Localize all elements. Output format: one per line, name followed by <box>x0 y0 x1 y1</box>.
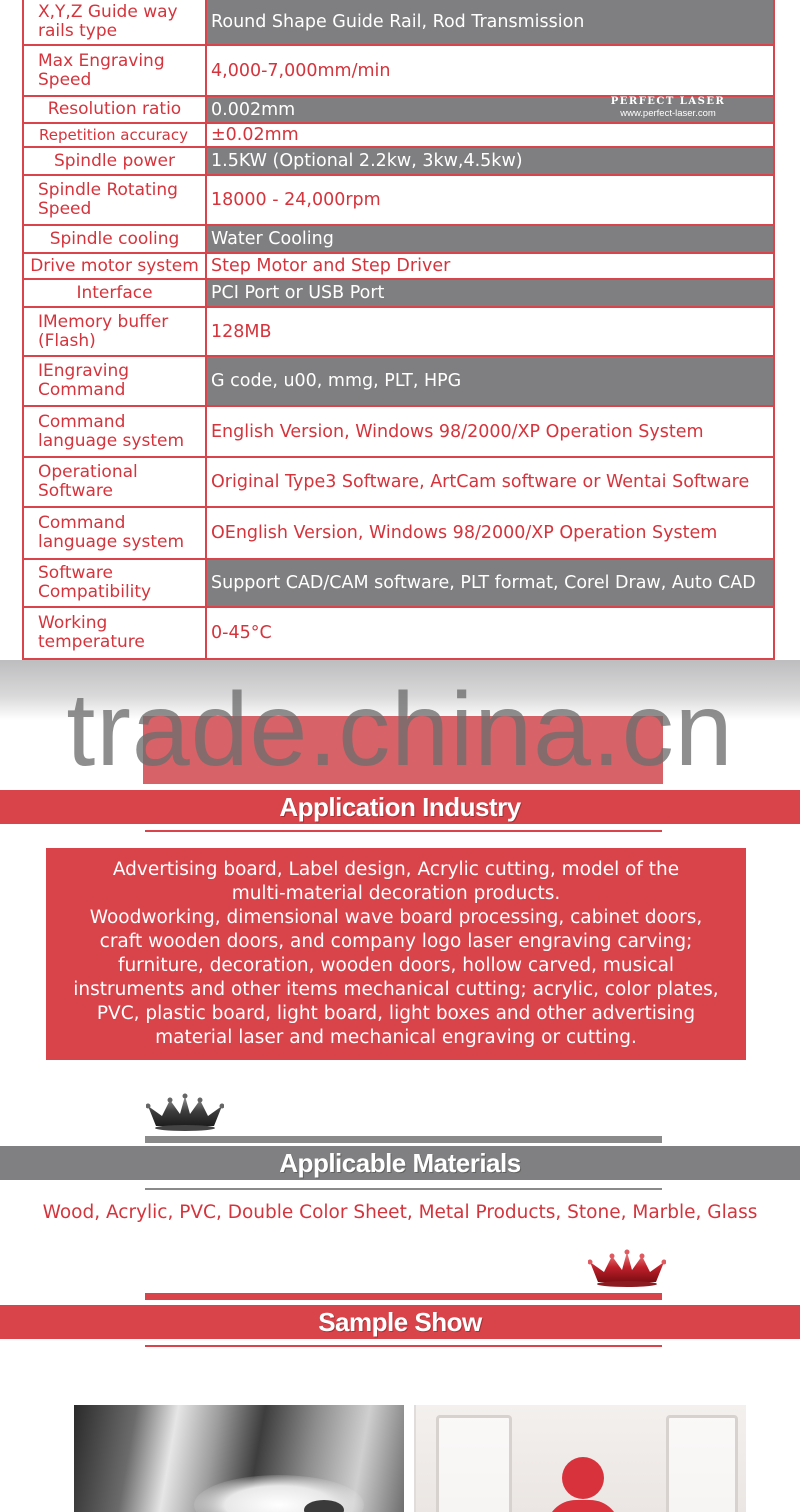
spec-row <box>22 95 775 124</box>
spec-row <box>22 122 775 148</box>
brand-name: PERFECT LASER <box>610 96 726 107</box>
spec-label: Command language system <box>22 405 207 458</box>
spec-row <box>22 558 775 608</box>
crown-icon <box>588 1248 666 1288</box>
application-heading: Application Industry <box>0 790 800 824</box>
spec-row <box>22 606 775 660</box>
spec-row <box>22 278 775 308</box>
spec-label: Interface <box>22 278 207 308</box>
samples-heading: Sample Show <box>0 1305 800 1339</box>
spec-row <box>22 405 775 458</box>
divider <box>145 1188 662 1190</box>
sample-image-acrylic-rods <box>74 1405 404 1512</box>
spec-label: Operational Software <box>22 456 207 508</box>
spec-value: English Version, Windows 98/2000/XP Operation System <box>205 405 775 458</box>
spec-label: Repetition accuracy <box>22 122 207 148</box>
spec-label: Drive motor system <box>22 252 207 280</box>
spec-label: Working temperature <box>22 606 207 660</box>
spec-value: PCI Port or USB Port <box>205 278 775 308</box>
spec-label: Spindle cooling <box>22 224 207 254</box>
spec-row <box>22 506 775 560</box>
spec-label: Resolution ratio <box>22 95 207 124</box>
spec-row <box>22 44 775 97</box>
spec-value: Original Type3 Software, ArtCam software or Wentai Software <box>205 456 775 508</box>
spec-value: 4,000-7,000mm/min <box>205 44 775 97</box>
spec-row <box>22 252 775 280</box>
spec-row <box>22 0 775 46</box>
application-line: material laser and mechanical engraving or cutting. <box>155 1027 637 1048</box>
materials-heading: Applicable Materials <box>0 1146 800 1180</box>
application-line: PVC, plastic board, light board, light boxes and other advertising <box>96 1003 696 1024</box>
spec-label: IEngraving Command <box>22 355 207 407</box>
spec-value: Support CAD/CAM software, PLT format, Corel Draw, Auto CAD <box>205 558 775 608</box>
spec-value: OEnglish Version, Windows 98/2000/XP Operation System <box>205 506 775 560</box>
application-line: multi-material decoration products. <box>231 883 561 904</box>
spec-row <box>22 306 775 357</box>
spec-label: X,Y,Z Guide way rails type <box>22 0 207 46</box>
application-line: craft wooden doors, and company logo laser engraving carving; <box>99 931 693 952</box>
spec-label: Max Engraving Speed <box>22 44 207 97</box>
application-line: Woodworking, dimensional wave board processing, cabinet doors, <box>89 907 703 928</box>
application-line: furniture, decoration, wooden doors, hollow carved, musical <box>117 955 675 976</box>
application-line: instruments and other items mechanical cutting; acrylic, color plates, <box>73 979 719 1000</box>
spec-row <box>22 456 775 508</box>
spec-value: 1.5KW (Optional 2.2kw, 3kw,4.5kw) <box>205 146 775 176</box>
spec-value: Step Motor and Step Driver <box>205 252 775 280</box>
divider <box>145 1293 662 1300</box>
spec-row <box>22 355 775 407</box>
spec-row <box>22 146 775 176</box>
divider <box>145 1345 662 1347</box>
watermark-text: trade.china.cn <box>66 672 734 788</box>
application-line: Advertising board, Label design, Acrylic cutting, model of the <box>112 859 680 880</box>
spec-label: IMemory buffer (Flash) <box>22 306 207 357</box>
spec-value: Water Cooling <box>205 224 775 254</box>
spec-value: Round Shape Guide Rail, Rod Transmission <box>205 0 775 46</box>
crown-icon <box>146 1092 224 1132</box>
divider <box>145 1136 662 1143</box>
brand-url: www.perfect-laser.com <box>620 108 716 119</box>
sample-image-acrylic-sign <box>414 1405 746 1512</box>
spec-label: Command language system <box>22 506 207 560</box>
spec-value: 128MB <box>205 306 775 357</box>
spec-value: ±0.02mm <box>205 122 775 148</box>
spec-row <box>22 224 775 254</box>
spec-row <box>22 174 775 226</box>
spec-value: 18000 - 24,000rpm <box>205 174 775 226</box>
spec-label: Spindle Rotating Speed <box>22 174 207 226</box>
divider <box>145 830 662 832</box>
spec-label: Spindle power <box>22 146 207 176</box>
application-text-box <box>46 848 746 1060</box>
materials-text: Wood, Acrylic, PVC, Double Color Sheet, Metal Products, Stone, Marble, Glass <box>42 1202 758 1223</box>
spec-label: Software Compatibility <box>22 558 207 608</box>
spec-value: G code, u00, mmg, PLT, HPG <box>205 355 775 407</box>
spec-value: 0-45°C <box>205 606 775 660</box>
spec-value: 0.002mm <box>205 95 775 124</box>
